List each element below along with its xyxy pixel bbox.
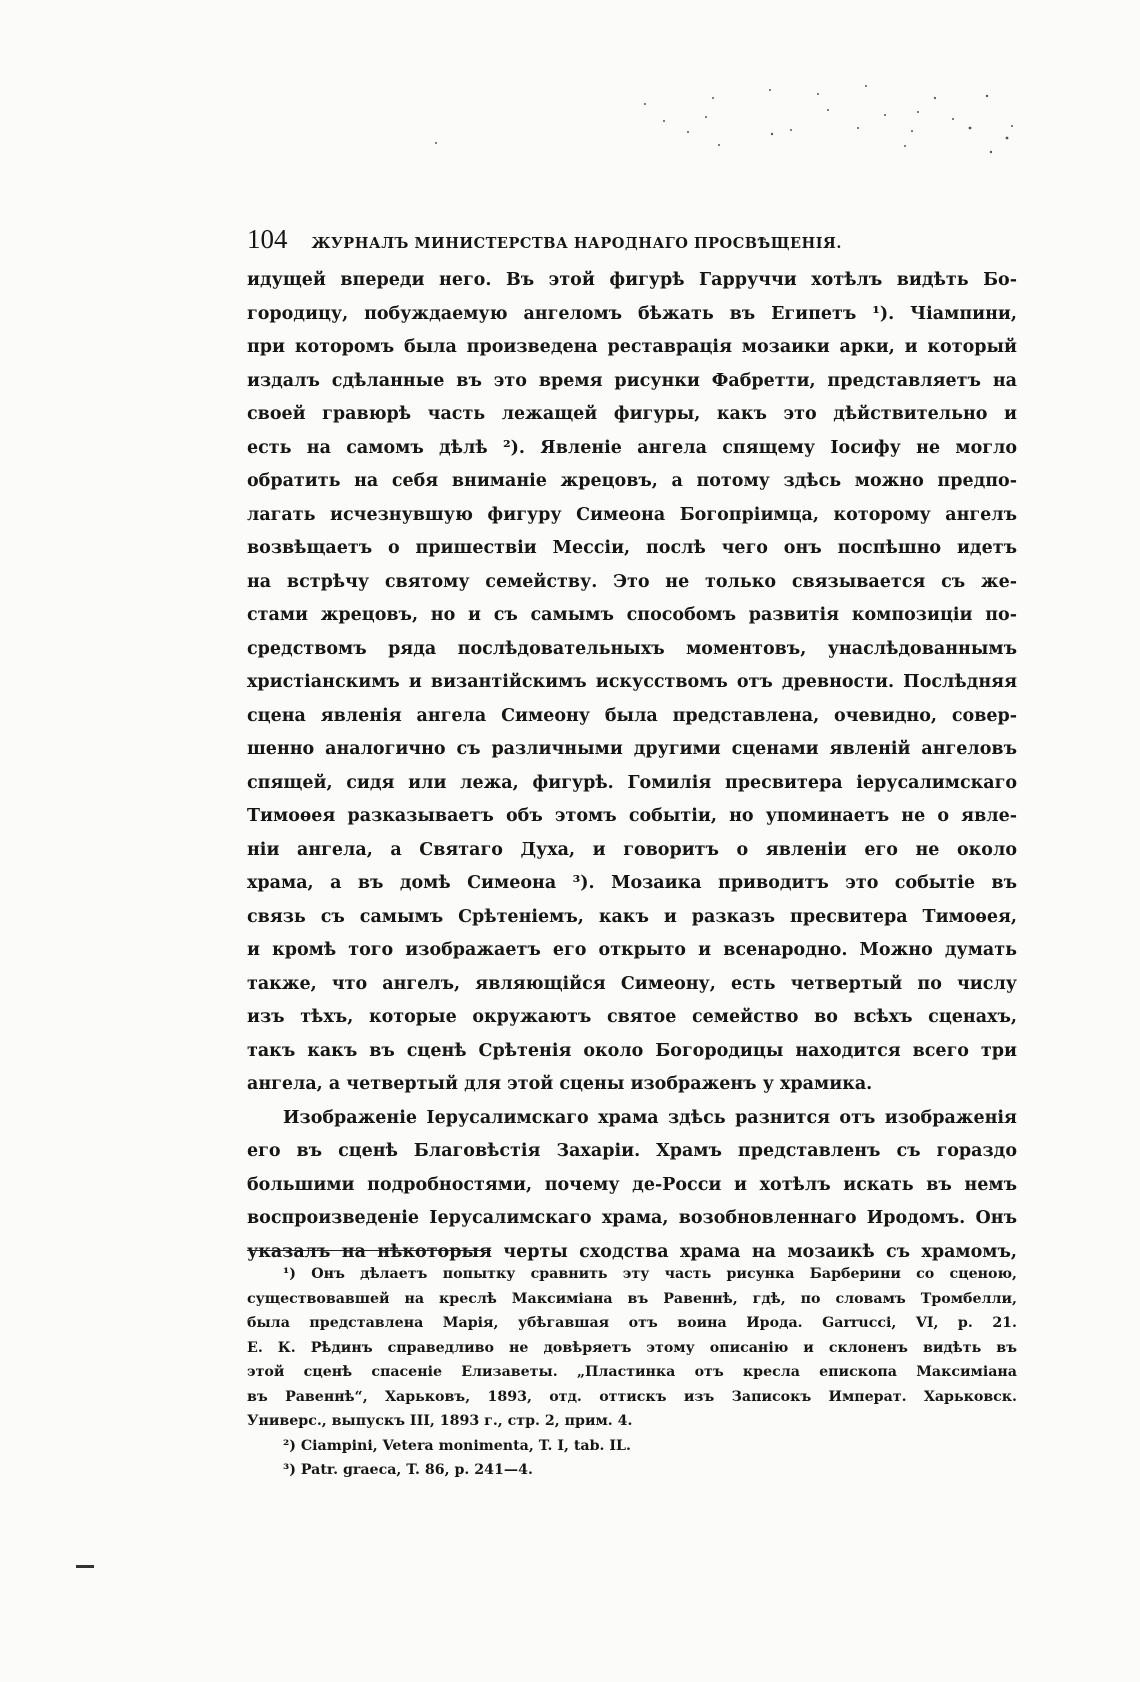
text-line: христіанскимъ и византійскимъ искусствомъ отъ древности. Послѣдняя [247,672,1017,692]
text-line: такъ какъ въ сценѣ Срѣтенія около Богородицы находится всего три [247,1040,1017,1061]
text-line: Изображеніе Іерусалимскаго храма здѣсь разнится отъ изображенія [283,1107,1017,1128]
footnote-divider [247,1250,491,1251]
footnote-line: Универс., выпускъ III, 1893 г., стр. 2, прим. 4. [247,1413,633,1429]
text-line: на встрѣчу святому семейству. Это не только связывается съ же- [247,571,1017,592]
text-line: ніи ангела, а Святаго Духа, и говоритъ о явленіи его не около [247,839,1017,860]
text-line: издалъ сдѣланные въ это время рисунки Фабретти, представляетъ на [247,370,1017,391]
footnote-line: въ Равеннѣ“, Харьковъ, 1893, отд. оттискъ изъ Записокъ Императ. Харьковск. [247,1388,1017,1405]
footnote-line: Е. К. Рѣдинъ справедливо не довѣряетъ этому описанію и склоненъ видѣть въ [247,1339,1017,1356]
text-line: средствомъ ряда послѣдовательныхъ моментовъ, унаслѣдованнымъ [247,638,1017,659]
text-line: возвѣщаетъ о пришествіи Мессіи, послѣ чего онъ поспѣшно идетъ [247,538,1017,558]
text-line: его въ сценѣ Благовѣстія Захаріи. Храмъ представленъ съ гораздо [247,1141,1017,1161]
text-line: своей гравюрѣ часть лежащей фигуры, какъ это дѣйствительно и [247,404,1017,424]
page-number: 104 [247,224,288,254]
margin-mark [76,1565,94,1568]
text-line: обратить на себя вниманіе жрецовъ, а потому здѣсь можно предпо- [247,471,1017,491]
footnote-line: была представлена Марія, убѣгавшая отъ воина Ирода. Garrucci, VI, p. 21. [247,1315,1017,1331]
text-line: городицу, побуждаемую ангеломъ бѣжать въ Египетъ ¹). Чіампини, [247,303,1017,324]
running-title: ЖУРНАЛЪ МИНИСТЕРСТВА НАРОДНАГО ПРОСВѢЩЕНІЯ. [311,235,842,252]
scan-specks [0,0,1140,200]
text-line: воспроизведеніе Іерусалимскаго храма, возобновленнаго Иродомъ. Онъ [247,1208,1017,1228]
text-line: лагать исчезнувшую фигуру Симеона Богопріимца, которому ангелъ [247,504,1017,525]
text-line: и кромѣ того изображаетъ его открыто и всенародно. Можно думать [247,940,1017,960]
text-line: идущей впереди него. Въ этой фигурѣ Гарруччи хотѣлъ видѣть Бо- [247,270,1017,290]
footnote-line: этой сценѣ спасеніе Елизаветы. „Пластинка отъ кресла епископа Максиміана [247,1364,1017,1380]
page-header [247,224,1017,255]
text-line: храма, а въ домѣ Симеона ³). Мозаика приводитъ это событіе въ [247,873,1017,893]
text-line: шенно аналогично съ различными другими сценами явленій ангеловъ [247,739,1017,759]
text-line: ангела, а четвертый для этой сцены изображенъ у храмика. [247,1074,873,1094]
text-line: большими подробностями, почему де-Росси и хотѣлъ искать въ немъ [247,1174,1017,1195]
text-line: связь съ самымъ Срѣтеніемъ, какъ и разказъ пресвитера Тимоѳея, [247,906,1017,927]
text-line: при которомъ была произведена реставрація мозаики арки, и который [247,337,1017,357]
footnote-line: ¹) Онъ дѣлаетъ попытку сравнить эту часть рисунка Барберини со сценою, [283,1266,1017,1282]
footnotes [247,1262,1017,1483]
text-line: изъ тѣхъ, которые окружаютъ святое семейство во всѣхъ сценахъ, [247,1007,1017,1027]
footnote-line: ³) Patr. graeca, T. 86, p. 241—4. [283,1462,533,1478]
text-line: есть на самомъ дѣлѣ ²). Явленіе ангела спящему Іосифу не могло [247,437,1017,458]
footnote-line: существовавшей на креслѣ Максиміана въ Равеннѣ, гдѣ, по словамъ Тромбелли, [247,1290,1017,1307]
text-line: также, что ангелъ, являющійся Симеону, есть четвертый по числу [247,973,1017,994]
footnote-line: ²) Ciampini, Vetera monimenta, T. I, tab. IL. [283,1437,631,1454]
text-line: Тимоѳея разказываетъ объ этомъ событіи, но упоминаетъ не о явле- [247,806,1017,826]
text-line: указалъ на нѣкоторыя черты сходства храма на мозаикѣ съ храмомъ, [247,1241,1017,1262]
text-line: спящей, сидя или лежа, фигурѣ. Гомилія пресвитера іерусалимскаго [247,772,1017,793]
body-text [247,264,1017,1269]
text-line: стами жрецовъ, но и съ самымъ способомъ развитія композиціи по- [247,605,1017,625]
text-line: сцена явленія ангела Симеону была представлена, очевидно, совер- [247,705,1017,726]
